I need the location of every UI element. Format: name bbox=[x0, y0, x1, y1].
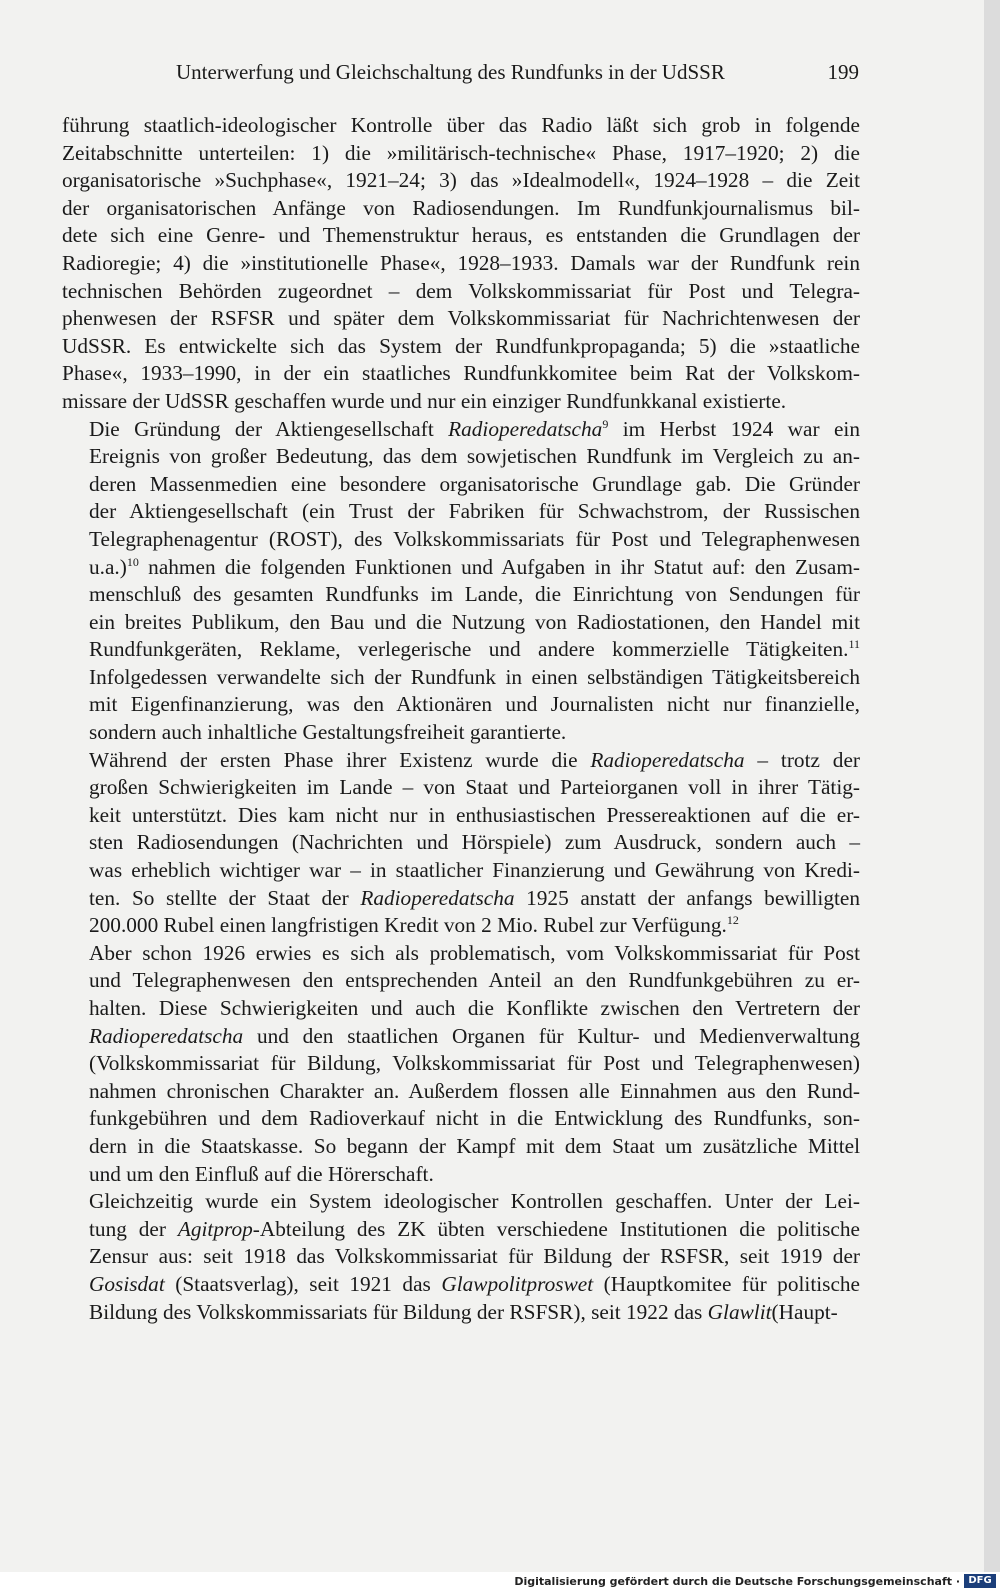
italic-term: Gosisdat bbox=[89, 1271, 165, 1296]
text-line: funkgebühren und dem Radioverkauf nicht in die Entwicklung des Rundfunks, son- bbox=[89, 1106, 860, 1131]
text-line: führung staatlich-ideologischer Kontrolle über das Radio läßt sich grob in folgende bbox=[62, 113, 860, 137]
text-line: nahmen chronischen Charakter an. Außerdem flossen alle Einnahmen aus den Rund- bbox=[89, 1078, 860, 1103]
page-number: 199 bbox=[827, 60, 859, 84]
italic-term: Radioperedatscha bbox=[360, 885, 515, 910]
paragraph bbox=[62, 747, 860, 940]
text-line: 200.000 Rubel einen langfristigen Kredit von 2 Mio. Rubel zur Verfügung.$^{12}$ bbox=[89, 913, 739, 938]
digitization-footer bbox=[0, 1572, 1000, 1592]
text-line: sondern auch inhaltliche Gestaltungsfreiheit garantierte. bbox=[89, 720, 567, 745]
italic-term: Agitprop bbox=[177, 1216, 253, 1241]
text-line: (Volkskommissariat für Bildung, Volkskommissariat für Post und Telegraphenwesen) bbox=[89, 1051, 860, 1076]
italic-term: Radioperedatscha bbox=[89, 1023, 244, 1048]
text-line: ein breites Publikum, den Bau und die Nutzung von Radiostationen, den Handel mit bbox=[89, 609, 860, 634]
text-line: Radioperedatscha und den staatlichen Organen für Kultur- und Medienverwaltung bbox=[89, 1023, 860, 1048]
text-line: mit Eigenfinanzierung, was den Aktionären und Journalisten nicht nur finanzielle, bbox=[89, 692, 860, 717]
text-line: ten. So stellte der Staat der Radioperedatscha 1925 anstatt der anfangs bewilligten bbox=[89, 885, 860, 910]
italic-term: Radioperedatscha bbox=[590, 747, 745, 772]
text-line: Gleichzeitig wurde ein System ideologischer Kontrollen geschaffen. Unter der Lei- bbox=[89, 1189, 860, 1214]
text-line: organisatorische »Suchphase«, 1921–24; 3) das »Idealmodell«, 1924–1928 – die Zeit bbox=[62, 168, 860, 193]
dfg-logo: DFG bbox=[964, 1574, 996, 1588]
text-line: phenwesen der RSFSR und später dem Volkskommissariat für Nachrichtenwesen der bbox=[62, 306, 860, 331]
text-line: Radioregie; 4) die »institutionelle Phase«, 1928–1933. Damals war der Rundfunk rein bbox=[62, 250, 860, 275]
funding-credit: Digitalisierung gefördert durch die Deutsche Forschungsgemeinschaft · bbox=[514, 1575, 960, 1588]
text-line: dete sich eine Genre- und Themenstruktur heraus, es entstanden die Grundlagen der bbox=[62, 223, 860, 248]
paragraph bbox=[62, 416, 860, 747]
text-line: Zensur aus: seit 1918 das Volkskommissariat für Bildung der RSFSR, seit 1919 der bbox=[89, 1244, 860, 1269]
text-line: Phase«, 1933–1990, in der ein staatliches Rundfunkkomitee beim Rat der Volkskom- bbox=[62, 361, 860, 386]
paragraph bbox=[62, 940, 860, 1188]
running-title: Unterwerfung und Gleichschaltung des Rundfunks in der UdSSR bbox=[176, 60, 725, 84]
text-line: Aber schon 1926 erwies es sich als problematisch, vom Volkskommissariat für Post bbox=[89, 940, 860, 965]
text-line: Telegraphenagentur (ROST), des Volkskommissariats für Post und Telegraphenwesen bbox=[89, 526, 860, 551]
text-line: und um den Einfluß auf die Hörerschaft. bbox=[89, 1161, 434, 1186]
running-header bbox=[176, 60, 859, 92]
text-line: Bildung des Volkskommissariats für Bildung der RSFSR), seit 1922 das Glawlit(Haupt- bbox=[89, 1299, 838, 1324]
text-line: technischen Behörden zugeordnet – dem Volkskommissariat für Post und Telegra- bbox=[62, 278, 860, 303]
text-line: Während der ersten Phase ihrer Existenz wurde die Radioperedatscha – trotz der bbox=[89, 747, 860, 772]
text-line: menschluß des gesamten Rundfunks im Lande, die Einrichtung von Sendungen für bbox=[89, 582, 860, 607]
text-line: Zeitabschnitte unterteilen: 1) die »militärisch-technische« Phase, 1917–1920; 2) die bbox=[62, 140, 860, 165]
text-line: deren Massenmedien eine besondere organisatorische Grundlage gab. Die Gründer bbox=[89, 471, 860, 496]
text-line: Rundfunkgeräten, Reklame, verlegerische und andere kommerzielle Tätigkeiten.$^{11}$ bbox=[89, 637, 860, 662]
text-line: sten Radiosendungen (Nachrichten und Hörspiele) zum Ausdruck, sondern auch – bbox=[89, 830, 860, 855]
text-line: missare der UdSSR geschaffen wurde und nur ein einziger Rundfunkkanal existierte. bbox=[62, 388, 787, 413]
paragraph bbox=[62, 1188, 860, 1326]
italic-term: Glawpolitproswet bbox=[441, 1271, 594, 1296]
text-line: keit unterstützt. Dies kam nicht nur in enthusiastischen Pressereaktionen auf die er- bbox=[89, 802, 860, 827]
italic-term: Radioperedatscha bbox=[448, 416, 603, 441]
text-line: Infolgedessen verwandelte sich der Rundfunk in einen selbständigen Tätigkeitsbereich bbox=[89, 664, 860, 689]
text-line: Ereignis von großer Bedeutung, das dem sowjetischen Rundfunk im Vergleich zu an- bbox=[89, 444, 860, 469]
text-line: UdSSR. Es entwickelte sich das System der Rundfunkpropaganda; 5) die »staatliche bbox=[62, 333, 860, 358]
paragraph bbox=[62, 112, 860, 416]
text-line: tung der Agitprop-Abteilung des ZK übten verschiedene Institutionen die politische bbox=[89, 1216, 860, 1241]
body-text bbox=[62, 112, 860, 1326]
footnote-ref[interactable]: 9 bbox=[602, 416, 609, 431]
text-line: halten. Diese Schwierigkeiten und auch die Konflikte zwischen den Vertretern der bbox=[89, 996, 860, 1020]
text-line: was erheblich wichtiger war – in staatlicher Finanzierung und Gewährung von Kredi- bbox=[89, 858, 860, 883]
text-line: der Aktiengesellschaft (ein Trust der Fabriken für Schwachstrom, der Russischen bbox=[89, 499, 860, 524]
text-line: und Telegraphenwesen den entsprechenden Anteil an den Rundfunkgebühren zu er- bbox=[89, 968, 860, 993]
text-line: dern in die Staatskasse. So begann der Kampf mit dem Staat um zusätzliche Mittel bbox=[89, 1133, 860, 1158]
italic-term: Glawlit bbox=[707, 1299, 772, 1324]
footnote-ref[interactable]: 10 bbox=[126, 554, 139, 569]
text-line: der organisatorischen Anfänge von Radiosendungen. Im Rundfunkjournalismus bil- bbox=[62, 195, 860, 220]
footnote-ref[interactable]: 12 bbox=[726, 913, 739, 928]
text-line: Die Gründung der Aktiengesellschaft Radioperedatscha$^9$ im Herbst 1924 war ein bbox=[89, 416, 860, 441]
text-line: großen Schwierigkeiten im Lande – von Staat und Parteiorganen voll in ihrer Tätig- bbox=[89, 775, 860, 800]
text-line: Gosisdat (Staatsverlag), seit 1921 das Glawpolitproswet (Hauptkomitee für politische bbox=[89, 1271, 860, 1296]
footnote-ref[interactable]: 11 bbox=[848, 637, 860, 652]
text-line: u.a.)$^{10}$ nahmen die folgenden Funktionen und Aufgaben in ihr Statut auf: den Zusam- bbox=[89, 554, 860, 579]
